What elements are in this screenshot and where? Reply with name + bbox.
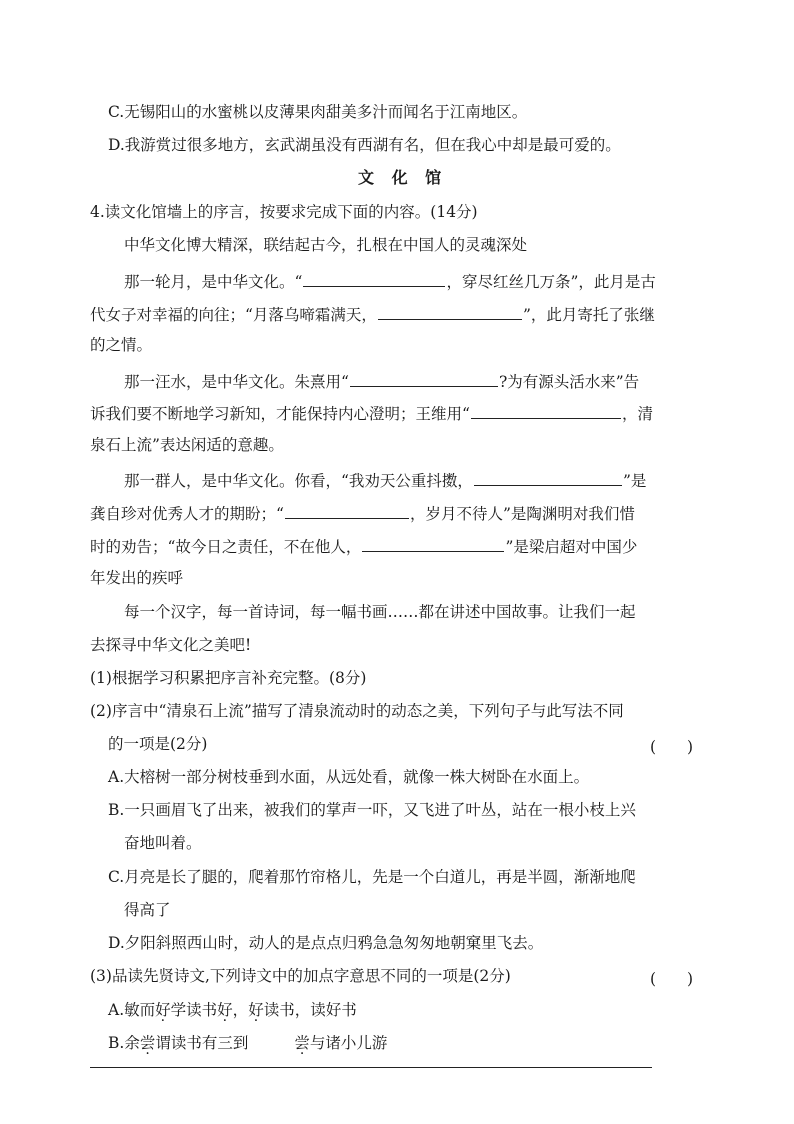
sub-question-2-stem-b: 的一项是(2分) [108,735,208,753]
text: 谓读书有三到 [155,1034,249,1052]
section-title: 文 化 馆 [358,168,448,187]
sub2-option-b-line2: 奋地叫着。 [124,834,202,852]
text: 代女子对幸福的向往；“月落乌啼霜满天， [90,306,377,324]
sub2-option-c-line2: 得高了 [124,901,171,919]
text: 学读书 [170,1001,218,1019]
option-d-top: D.我游赏过很多地方，玄武湖虽没有西湖有名，但在我心中却是最可爱的。 [108,136,621,154]
text: ?为有源头活水来”告 [498,373,640,391]
text: 那一轮月，是中华文化。“ [124,273,303,291]
sub3-option-a [108,1001,357,1020]
text: ， [232,1001,249,1019]
dotted-char: 好 [248,1001,264,1019]
blank-5[interactable] [474,470,622,486]
text: ”，此月寄托了张继 [522,306,655,324]
sub-question-3-stem: (3)品读先贤诗文,下列诗文中的加点字意思不同的一项是(2分) [90,967,511,985]
blank-7[interactable] [362,536,504,552]
sub-question-1: (1)根据学习积累把序言补充完整。(8分) [90,669,367,687]
text: 与诸小儿游 [309,1034,388,1052]
preface-title: 中华文化博大精深，联结起古今，扎根在中国人的灵魂深处 [124,236,528,254]
text: ，穿尽红丝几万条”，此月是古 [446,273,656,291]
dotted-char: 好 [155,1001,171,1019]
text: ”是梁启超对中国少 [505,538,638,556]
preface-p3-line2 [90,503,635,524]
preface-p1-line1 [124,271,656,292]
text: 时的劝告；“故今日之责任，不在他人， [90,538,362,556]
preface-p2-line1 [124,371,639,392]
blank-6[interactable] [285,503,409,519]
text: 龚自珍对优秀人才的期盼；“ [90,505,284,523]
preface-p3-line1 [124,470,646,491]
dotted-char: 好 [217,1001,233,1019]
blank-4[interactable] [471,403,621,419]
footer-rule [90,1067,652,1068]
preface-p4-line2: 去探寻中华文化之美吧! [90,636,252,654]
text: ，岁月不待人”是陶渊明对我们惜 [409,505,635,523]
preface-p2-line2 [90,403,653,424]
text: B.余 [108,1034,140,1052]
answer-paren-3[interactable]: ( ) [650,970,694,988]
preface-p1-line3: 的之情。 [90,336,153,354]
text: 诉我们要不断地学习新知，才能保持内心澄明；王维用“ [90,405,470,423]
answer-paren-2[interactable]: ( ) [650,738,694,756]
preface-p3-line3 [90,536,637,557]
text: ，清 [621,405,653,423]
preface-p2-line3: 泉石上流”表达闲适的意趣。 [90,436,284,454]
option-c-top: C.无锡阳山的水蜜桃以皮薄果肉甜美多汁而闻名于江南地区。 [108,103,528,121]
dotted-char: 尝 [139,1034,156,1052]
question-4-stem: 4.读文化馆墙上的序言，按要求完成下面的内容。(14分) [90,203,478,221]
sub2-option-c-line1: C.月亮是长了腿的，爬着那竹帘格儿，先是一个白道儿，再是半圆，渐渐地爬 [108,868,636,886]
sub2-option-d: D.夕阳斜照西山时，动人的是点点归鸦急急匆匆地朝窠里飞去。 [108,934,544,952]
blank-2[interactable] [378,304,522,320]
dotted-char: 尝 [294,1034,310,1052]
preface-p1-line2 [90,304,655,325]
text: 读书，读好书 [263,1001,357,1019]
sub2-option-a: A.大榕树一部分树枝垂到水面，从远处看，就像一株大树卧在水面上。 [108,768,590,786]
text: A.敏而 [108,1001,156,1019]
preface-p4-line1: 每一个汉字，每一首诗词，每一幅书画……都在讲述中国故事。让我们一起 [124,603,636,621]
preface-p3-line4: 年发出的疾呼 [90,569,184,587]
sub2-option-b-line1: B.一只画眉飞了出来，被我们的掌声一吓，又飞进了叶丛，站在一根小枝上兴 [108,801,636,819]
sub-question-2-stem-a: (2)序言中“清泉石上流”描写了清泉流动时的动态之美，下列句子与此写法不同 [90,702,624,720]
sub3-option-b [108,1034,387,1053]
blank-1[interactable] [303,271,445,287]
text: ”是 [622,472,647,490]
blank-3[interactable] [350,371,498,387]
text: 那一汪水，是中华文化。朱熹用“ [124,373,349,391]
text: 那一群人，是中华文化。你看，“我劝天公重抖擞， [124,472,473,490]
